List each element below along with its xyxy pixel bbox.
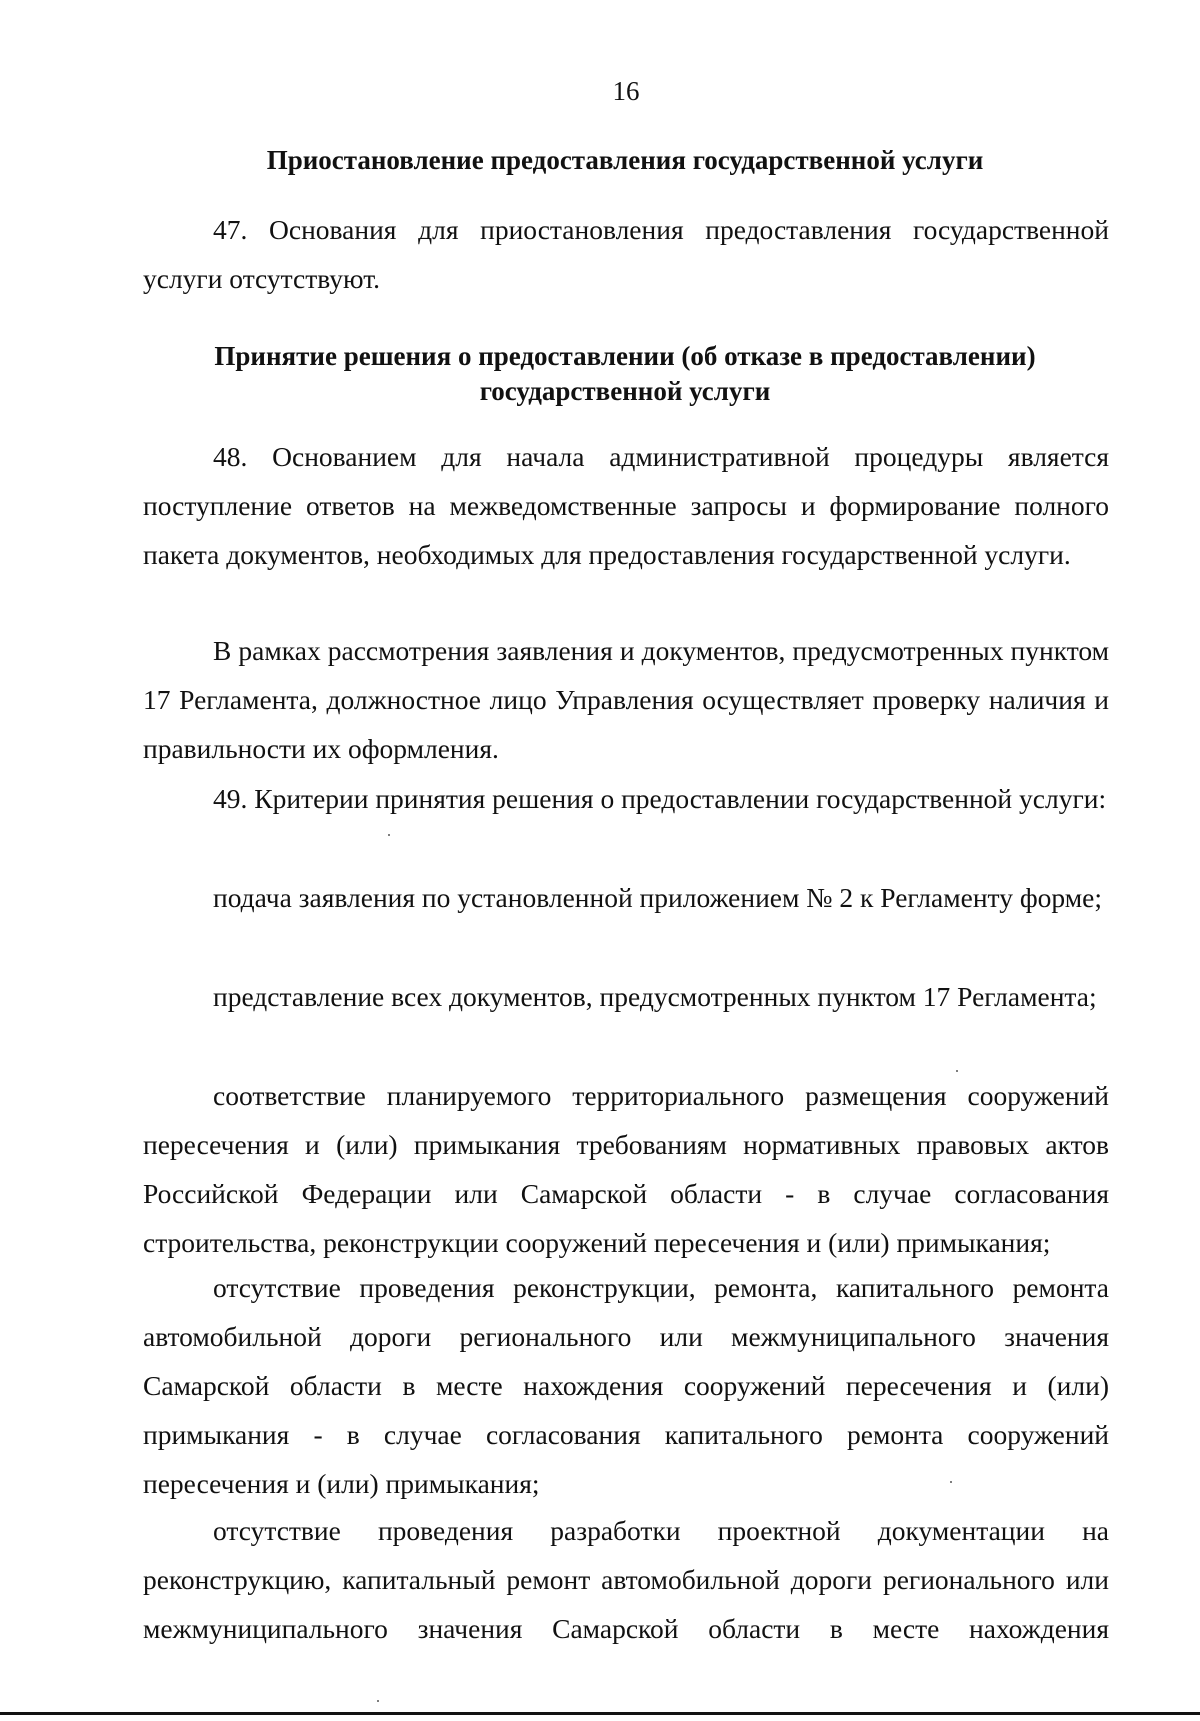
criterion-territorial-placement: соответствие планируемого территориального размещения сооружений пересечения и (или) примыкания требованиям нормативных правовых актов Российской Федерации или Самарской области - в случае согласования строительства, реконструкции сооружений пересечения и (или) примыкания; (143, 1080, 1109, 1258)
scan-speck (377, 1700, 379, 1702)
criterion-all-documents: представление всех документов, предусмотренных пунктом 17 Регламента; (213, 981, 1097, 1012)
paragraph-48: 48. Основанием для начала административной процедуры является поступление ответов на межведомственные запросы и формирование полного пакета документов, необходимых для предоставления государственной услуги. (143, 441, 1109, 570)
scan-speck (388, 834, 390, 836)
section-heading-suspension: Приостановление предоставления государственной услуги (266, 145, 984, 175)
criterion-no-reconstruction: отсутствие проведения реконструкции, ремонта, капитального ремонта автомобильной дороги регионального или межмуниципального значения Самарской области в месте нахождения сооружений пересечения и (или) примыкания - в случае согласования капитального ремонта сооружений пересечения и (или) примыкания; (143, 1272, 1109, 1499)
page-number: 16 (612, 76, 640, 106)
section-heading-decision (150, 339, 1100, 409)
paragraph-49: 49. Критерии принятия решения о предоставлении государственной услуги: (213, 783, 1107, 814)
paragraph-review: В рамках рассмотрения заявления и документов, предусмотренных пунктом 17 Регламента, должностное лицо Управления осуществляет проверку наличия и правильности их оформления. (143, 635, 1109, 764)
criterion-application-form: подача заявления по установленной приложением № 2 к Регламенту форме; (213, 882, 1102, 913)
scan-speck (956, 1070, 958, 1072)
section-heading-decision-line-2: государственной услуги (479, 376, 771, 406)
criterion-no-design-documentation: отсутствие проведения разработки проектной документации на реконструкцию, капитальный ремонт автомобильной дороги регионального или межмуниципального значения Самарской области в месте нахождения (143, 1515, 1109, 1644)
paragraph-47: 47. Основания для приостановления предоставления государственной услуги отсутствуют. (143, 214, 1109, 294)
section-heading-decision-line-1: Принятие решения о предоставлении (об отказе в предоставлении) (214, 341, 1036, 371)
scan-speck (950, 1481, 952, 1483)
scan-bottom-edge (0, 1712, 1200, 1715)
